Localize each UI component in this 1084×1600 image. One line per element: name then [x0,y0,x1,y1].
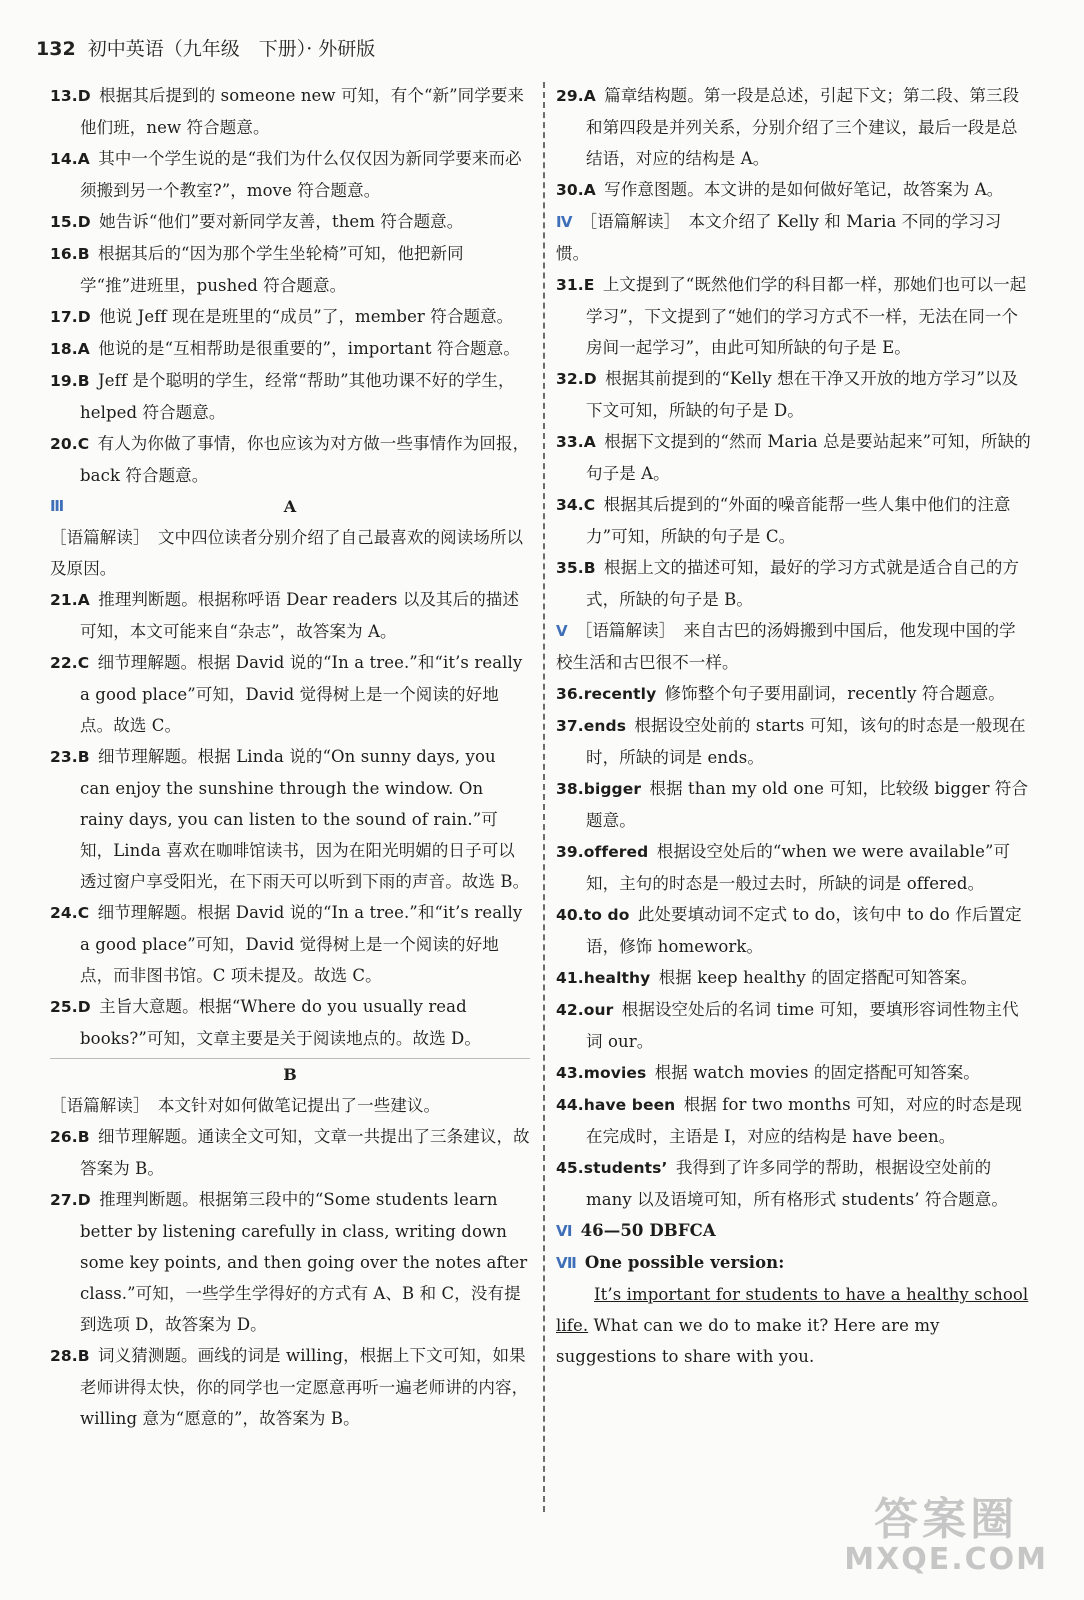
answer-item [50,584,530,647]
answer-item [50,1121,530,1184]
answer-explanation: 修饰整个句子要用副词，recently 符合题意。 [664,684,1005,703]
answer-explanation: 根据其前提到的“Kelly 想在干净又开放的地方学习”以及下文可知，所缺的句子是 D。 [586,369,1019,420]
reading-summary: ［语篇解读］ 文中四位读者分别介绍了自己最喜欢的阅读场所以及原因。 [50,528,524,578]
answer-number: 26.B [50,1128,90,1146]
answer-number: 27.D [50,1191,91,1209]
answer-item [50,80,530,143]
reading-summary: ［语篇解读］ 本文针对如何做笔记提出了一些建议。 [50,1096,441,1115]
section-numeral: Ⅲ [50,497,65,515]
answer-item [50,741,530,897]
answer-item [556,363,1032,426]
answer-item [50,301,530,333]
answer-item [556,1089,1032,1152]
answer-explanation: 根据 watch movies 的固定搭配可知答案。 [654,1063,980,1082]
answer-explanation: 细节理解题。通读全文可知，文章一共提出了三条建议，故答案为 B。 [80,1127,530,1178]
answer-number: 21.A [50,591,90,609]
answer-number: 16.B [50,245,90,263]
answer-explanation: 细节理解题。根据 Linda 说的“On sunny days, you can enjoy the sunshine through the window. On rainy days, you can listen to the sound of rain.”可知，Linda 喜欢在咖啡馆读书，因为在阳光明媚的日子可以透过窗户享受阳光，在下雨天可以听到下雨的声音。故选 B。 [80,747,530,891]
section-numeral: Ⅳ [556,213,573,231]
answer-item [556,552,1032,615]
column-divider [543,82,545,1512]
section-4-summary [556,206,1032,269]
part-label: B [283,1065,297,1084]
answer-item [50,238,530,301]
watermark-text: 答案圈 [874,1494,1019,1545]
answer-explanation: Jeff 是个聪明的学生，经常“帮助”其他功课不好的学生，helped 符合题意。 [80,371,515,422]
answer-item [556,426,1032,489]
watermark-logo [844,1496,1048,1576]
answer-list-13-20 [50,80,530,491]
answer-explanation: 此处要填动词不定式 to do，该句中 to do 作后置定语，修饰 homework。 [586,905,1022,956]
answer-item [50,206,530,238]
left-column [50,80,530,1434]
answer-number: 25.D [50,998,91,1016]
answer-item [50,647,530,741]
answer-number: 33.A [556,433,596,451]
section-6-answers [556,1215,1032,1247]
answer-explanation: 细节理解题。根据 David 说的“In a tree.”和“it’s really a good place”可知，David 觉得树上是一个阅读的好地点。故选 C。 [80,653,523,735]
essay-heading: One possible version: [584,1253,785,1272]
essay-paragraph [556,1279,1032,1372]
answer-explanation: 词义猜测题。画线的词是 willing，根据上下文可知，如果老师讲得太快，你的同学也一定愿意再听一遍老师讲的内容，willing 意为“愿意的”，故答案为 B。 [80,1346,529,1428]
section-numeral: Ⅵ [556,1222,573,1240]
answer-item [556,994,1032,1057]
answer-explanation: 根据上文的描述可知，最好的学习方式就是适合自己的方式，所缺的句子是 B。 [586,558,1020,609]
right-column [556,80,1032,1372]
answer-item [50,333,530,365]
answer-number: 36.recently [556,685,657,703]
answer-number: 37.ends [556,717,627,735]
answer-key: 46—50 DBFCA [580,1221,716,1240]
answer-item [50,143,530,206]
section-numeral: Ⅶ [556,1254,577,1272]
answer-explanation: 根据其后提到的 someone new 可知，有个“新”同学要来他们班，new 符合题意。 [80,86,525,137]
answer-number: 31.E [556,276,595,294]
answer-number: 45.students’ [556,1159,668,1177]
answer-number: 40.to do [556,906,630,924]
answer-number: 41.healthy [556,969,651,987]
answer-explanation: 其中一个学生说的是“我们为什么仅仅因为新同学要来而必须搬到另一个教室?”，move 符合题意。 [80,149,522,200]
answer-number: 15.D [50,213,91,231]
answer-item [556,899,1032,962]
answer-item [556,678,1032,710]
answer-number: 17.D [50,308,91,326]
answer-number: 24.C [50,904,90,922]
answer-number: 22.C [50,654,90,672]
answer-number: 34.C [556,496,596,514]
answer-explanation: 根据设空处前的 starts 可知，该句的时态是一般现在时，所缺的词是 ends。 [586,716,1026,767]
answer-number: 43.movies [556,1064,647,1082]
answer-list-21-25 [50,584,530,1054]
answer-list-29-30 [556,80,1032,206]
answer-item [556,962,1032,994]
answer-explanation: 根据 keep healthy 的固定搭配可知答案。 [658,968,978,987]
answer-number: 38.bigger [556,780,642,798]
answer-item [50,897,530,991]
answer-explanation: 根据其后的“因为那个学生坐轮椅”可知，他把新同学“推”进班里，pushed 符合题意。 [80,244,464,295]
answer-list-36-45 [556,678,1032,1215]
section-heading-b [50,1059,530,1090]
answer-explanation: 根据 for two months 可知，对应的时态是现在完成时，主语是 I，对应的结构是 have been。 [586,1095,1023,1146]
answer-number: 14.A [50,150,90,168]
answer-explanation: 篇章结构题。第一段是总述，引起下文；第二段、第三段和第四段是并列关系，分别介绍了三个建议，最后一段是总结语，对应的结构是 A。 [586,86,1020,168]
answer-item [556,80,1032,174]
answer-list-26-28 [50,1121,530,1434]
answer-explanation: 根据设空处后的名词 time 可知，要填形容词性物主代词 our。 [586,1000,1019,1051]
answer-number: 39.offered [556,843,649,861]
book-title: 初中英语（九年级 下册）· 外研版 [87,38,376,60]
section-5-summary [556,615,1032,678]
answer-explanation: 她告诉“他们”要对新同学友善，them 符合题意。 [99,212,464,231]
answer-explanation: 推理判断题。根据称呼语 Dear readers 以及其后的描述可知，本文可能来自“杂志”，故答案为 A。 [80,590,520,641]
answer-item [50,1340,530,1434]
answer-explanation: 有人为你做了事情，你也应该为对方做一些事情作为回报，back 符合题意。 [80,434,530,485]
answer-explanation: 他说的是“互相帮助是很重要的”，important 符合题意。 [98,339,520,358]
answer-item [556,1152,1032,1215]
answer-number: 28.B [50,1347,90,1365]
answer-explanation: 根据其后提到的“外面的噪音能帮一些人集中他们的注意力”可知，所缺的句子是 C。 [586,495,1011,546]
answer-explanation: 我得到了许多同学的帮助，根据设空处前的 many 以及语境可知，所有格形式 students’ 符合题意。 [586,1158,1008,1209]
watermark-url: MXQE.COM [844,1542,1048,1577]
answer-explanation: 推理判断题。根据第三段中的“Some students learn better by listening carefully in class, writing down some key points, and then going over the notes after class.”可知，一些学生学得好的方式有 A、B 和 C，没有提到选项 D，故答案为 D。 [80,1190,528,1334]
answer-number: 19.B [50,372,90,390]
answer-explanation: 根据下文提到的“然而 Maria 总是要站起来”可知，所缺的句子是 A。 [586,432,1031,483]
answer-item [50,365,530,428]
section-numeral: Ⅴ [556,622,568,640]
answer-explanation: 写作意图题。本文讲的是如何做好笔记，故答案为 A。 [604,180,1004,199]
answer-item [50,991,530,1054]
reading-summary: ［语篇解读］ 本文介绍了 Kelly 和 Maria 不同的学习习惯。 [556,212,1002,263]
answer-number: 20.C [50,435,90,453]
answer-item [556,269,1032,363]
answer-number: 29.A [556,87,596,105]
answer-explanation: 他说 Jeff 现在是班里的“成员”了，member 符合题意。 [99,307,514,326]
answer-item [556,836,1032,899]
answer-item [50,1184,530,1340]
answer-list-31-35 [556,269,1032,615]
answer-explanation: 细节理解题。根据 David 说的“In a tree.”和“it’s really a good place”可知，David 觉得树上是一个阅读的好地点，而非图书馆。C 项未提及。故选 C。 [80,903,523,985]
answer-number: 32.D [556,370,597,388]
section-heading-3 [50,491,530,522]
answer-explanation: 根据设空处后的“when we were available”可知，主句的时态是一般过去时，所缺的词是 offered。 [586,842,1011,893]
essay-topic-sentence: It’s important for students to have a healthy school life. [556,1285,1029,1335]
page-header [36,34,375,61]
answer-explanation: 根据 than my old one 可知，比较级 bigger 符合题意。 [586,779,1029,830]
answer-explanation: 上文提到了“既然他们学的科目都一样，那她们也可以一起学习”，下文提到了“她们的学习方式不一样，无法在同一个房间一起学习”，由此可知所缺的句子是 E。 [586,275,1027,357]
answer-number: 18.A [50,340,90,358]
answer-item [556,710,1032,773]
answer-explanation: 主旨大意题。根据“Where do you usually read books?”可知，文章主要是关于阅读地点的。故选 D。 [80,997,481,1048]
answer-number: 23.B [50,748,90,766]
page-number: 132 [36,38,76,60]
part-label: A [283,497,297,516]
answer-number: 13.D [50,87,91,105]
answer-item [556,174,1032,206]
answer-number: 44.have been [556,1096,676,1114]
answer-number: 35.B [556,559,596,577]
section-7-heading [556,1247,1032,1279]
answer-item [50,428,530,491]
answer-number: 30.A [556,181,596,199]
answer-item [556,1057,1032,1089]
answer-number: 42.our [556,1001,614,1019]
answer-item [556,773,1032,836]
essay-text: What can we do to make it? Here are my suggestions to share with you. [556,1316,940,1366]
answer-item [556,489,1032,552]
reading-summary: ［语篇解读］ 来自古巴的汤姆搬到中国后，他发现中国的学校生活和古巴很不一样。 [556,621,1016,672]
